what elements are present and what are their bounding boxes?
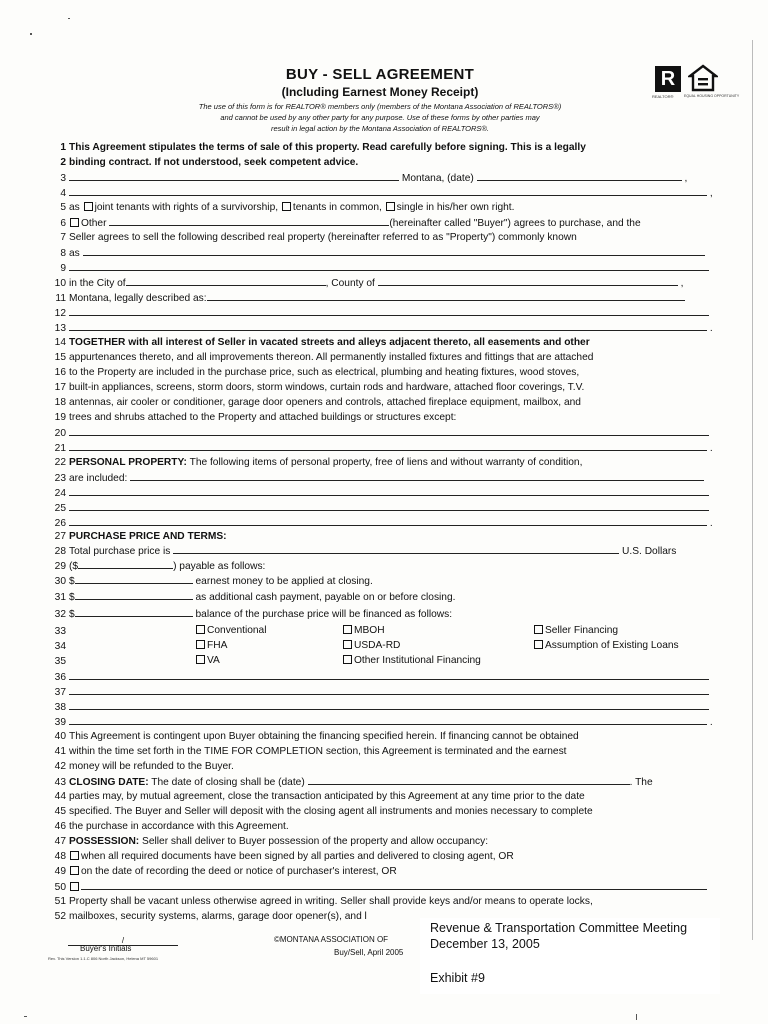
line-20: 20 (50, 426, 709, 440)
line-26: 26 . (54, 518, 713, 529)
scan-speck (68, 18, 70, 19)
other-financing-checkbox[interactable] (343, 655, 352, 664)
usda-checkbox[interactable] (343, 640, 352, 649)
usage-notice-line-3: result in legal action by the Montana Association of REALTORS®. (271, 124, 489, 133)
other-field[interactable] (109, 216, 389, 226)
line-7: 7 Seller agrees to sell the following described real property (hereinafter referred to as "Property") commonly known (60, 232, 577, 243)
financing-mboh[interactable]: MBOH (342, 625, 385, 636)
exhibit-stamp (420, 918, 720, 994)
exhibit-number: Exhibit #9 (430, 971, 485, 985)
earnest-money-field[interactable] (75, 574, 193, 584)
line-49: 49 on the date of recording the deed or notice of purchaser's interest, OR (54, 866, 397, 877)
equal-housing-icon (688, 64, 718, 94)
assumption-checkbox[interactable] (534, 640, 543, 649)
meeting-date: December 13, 2005 (430, 937, 540, 951)
line-10: 10 in the City of , County of , (54, 278, 684, 289)
joint-tenants-checkbox[interactable] (84, 202, 93, 211)
cash-payment-field[interactable] (75, 590, 193, 600)
line-22: 22 PERSONAL PROPERTY: The following items of personal property, free of liens and without warranty of condition, (54, 457, 583, 468)
line-18: 18 antennas, air cooler or conditioner, garage door openers and controls, attached fireplace equipment, mailbox, and (54, 397, 581, 408)
personal-property-field[interactable] (130, 471, 704, 481)
form-version: Buy/Sell, April 2005 (334, 948, 404, 957)
single-checkbox[interactable] (386, 202, 395, 211)
financing-usda[interactable]: USDA-RD (342, 640, 400, 651)
financing-conventional[interactable]: Conventional (195, 625, 266, 636)
mboh-checkbox[interactable] (343, 625, 352, 634)
line-16: 16 to the Property are included in the purchase price, such as electrical, plumbing and heating fixtures, wood stoves, (54, 367, 580, 378)
exceptions-field[interactable] (69, 426, 709, 436)
line-40: 40 This Agreement is contingent upon Buyer obtaining the financing specified herein. If financing cannot be obtained (54, 731, 579, 742)
scan-speck (24, 1016, 27, 1017)
line-42: 42 money will be refunded to the Buyer. (54, 761, 234, 772)
line-50: 50 (50, 880, 707, 894)
realtor-logo-caption: REALTOR® (652, 94, 674, 99)
line-46: 46 the purchase in accordance with this Agreement. (54, 821, 289, 832)
line-48: 48 when all required documents have been signed by all parties and delivered to closing agent, OR (54, 851, 514, 862)
line-8: 8 as (50, 246, 705, 260)
line-51: 51 Property shall be vacant unless otherwise agreed in writing. Seller shall provide keys and/or means to operate locks, (54, 896, 593, 907)
financing-seller[interactable]: Seller Financing (533, 625, 618, 636)
line-2: 2 binding contract. If not understood, seek competent advice. (60, 157, 359, 168)
line-36: 36 (50, 670, 709, 684)
possession-documents-checkbox[interactable] (70, 851, 79, 860)
line-4: 4 , (60, 188, 713, 199)
line-29: 29 ($ ) payable as follows: (54, 561, 266, 572)
possession-other-field[interactable] (81, 880, 707, 890)
form-title: BUY - SELL AGREEMENT (285, 66, 475, 83)
line-11: 11 Montana, legally described as: (50, 291, 685, 305)
line-1: 1 This Agreement stipulates the terms of sale of this property. Read carefully before signing. This is a legally (60, 142, 586, 153)
line-15: 15 appurtenances thereto, and all improvements thereon. All permanently installed fixtures and fittings that are attached (54, 352, 594, 363)
line-38: 38 (50, 700, 709, 714)
buyer-name-field[interactable] (69, 186, 707, 196)
financing-assumption[interactable]: Assumption of Existing Loans (533, 640, 679, 651)
line-12: 12 (50, 306, 709, 320)
line-24: 24 (50, 486, 709, 500)
line-44: 44 parties may, by mutual agreement, close the transaction anticipated by this Agreement at any time prior to the date (54, 791, 585, 802)
line-35: 35 (54, 656, 66, 667)
property-address-field[interactable] (83, 246, 705, 256)
line-34: 34 (54, 641, 66, 652)
line-17: 17 built-in appliances, screens, storm doors, storm windows, curtain rods and hardware, attached floor coverings, T.V. (54, 382, 585, 393)
scan-speck (636, 1014, 637, 1020)
line-21: 21 . (54, 443, 713, 454)
line-33: 33 (54, 626, 66, 637)
usage-notice-line-2: and cannot be used by any other party for any purpose. Use of these forms by other parties may (220, 113, 540, 122)
financing-va[interactable]: VA (195, 655, 220, 666)
other-checkbox[interactable] (70, 218, 79, 227)
line-19: 19 trees and shrubs attached to the Property and attached buildings or structures except: (54, 412, 457, 423)
footer-small-print: Rev. This Version 1.1.C 806 North Jackson, Helena MT 59601 (48, 956, 159, 961)
line-39: 39 . (54, 717, 713, 728)
line-47: 47 POSSESSION: Seller shall deliver to Buyer possession of the property and allow occupancy: (54, 836, 489, 847)
line-28: 28 Total purchase price is U.S. Dollars (54, 546, 677, 557)
date-field[interactable] (477, 171, 682, 181)
copyright-association: ©MONTANA ASSOCIATION OF (274, 935, 389, 944)
total-price-words-field[interactable] (173, 544, 619, 554)
buyers-initials-label: Buyer's Initials (80, 944, 132, 953)
line-45: 45 specified. The Buyer and Seller will deposit with the closing agent all instruments and monies necessary to complete (54, 806, 593, 817)
line-52: 52 mailboxes, security systems, alarms, garage door opener(s), and l (54, 911, 367, 922)
line-25: 25 (50, 501, 709, 515)
line-41: 41 within the time set forth in the TIME FOR COMPLETION section, this Agreement is terminated and the earnest (54, 746, 567, 757)
line-5: 5 as joint tenants with rights of a survivorship, tenants in common, single in his/her own right. (60, 202, 515, 213)
line-6: 6 Other (hereinafter called "Buyer") agrees to purchase, and the (60, 218, 641, 229)
line-37: 37 (50, 685, 709, 699)
line-32: 32 $ balance of the purchase price will be financed as follows: (54, 609, 453, 620)
fha-checkbox[interactable] (196, 640, 205, 649)
seller-field[interactable] (69, 171, 399, 181)
line-3: 3 Montana, (date) , (60, 173, 688, 184)
scan-speck (30, 33, 32, 35)
equal-housing-caption: EQUAL HOUSING OPPORTUNITY (684, 94, 740, 98)
line-43: 43 CLOSING DATE: The date of closing shall be (date) . The (54, 777, 653, 788)
financing-fha[interactable]: FHA (195, 640, 227, 651)
possession-other-checkbox[interactable] (70, 882, 79, 891)
va-checkbox[interactable] (196, 655, 205, 664)
scan-margin-line (752, 40, 753, 940)
line-13: 13 . (54, 323, 713, 334)
county-field[interactable] (378, 276, 678, 286)
committee-meeting-label: Revenue & Transportation Committee Meeting (430, 921, 688, 935)
buyers-initials-field[interactable]: / (68, 936, 178, 946)
seller-financing-checkbox[interactable] (534, 625, 543, 634)
form-subtitle: (Including Earnest Money Receipt) (281, 85, 479, 99)
legal-description-field[interactable] (207, 291, 685, 301)
financing-other[interactable]: Other Institutional Financing (342, 655, 481, 666)
line-9: 9 (50, 261, 709, 275)
line-27: 27 PURCHASE PRICE AND TERMS: (54, 531, 227, 542)
realtor-logo-icon: R (655, 66, 681, 92)
total-price-amount-field[interactable] (78, 559, 173, 569)
line-14: 14 TOGETHER with all interest of Seller in vacated streets and alleys adjacent thereto, all easements and other (54, 337, 590, 348)
usage-notice-line-1: The use of this form is for REALTOR® members only (members of the Montana Association of REALTORS®) (198, 102, 562, 111)
line-23: 23 are included: (50, 471, 704, 485)
possession-recording-checkbox[interactable] (70, 866, 79, 875)
city-field[interactable] (126, 276, 326, 286)
conventional-checkbox[interactable] (196, 625, 205, 634)
tenants-in-common-checkbox[interactable] (282, 202, 291, 211)
financed-balance-field[interactable] (75, 607, 193, 617)
line-31: 31 $ as additional cash payment, payable on or before closing. (54, 592, 456, 603)
closing-date-field[interactable] (308, 775, 630, 785)
line-30: 30 $ earnest money to be applied at closing. (54, 576, 373, 587)
